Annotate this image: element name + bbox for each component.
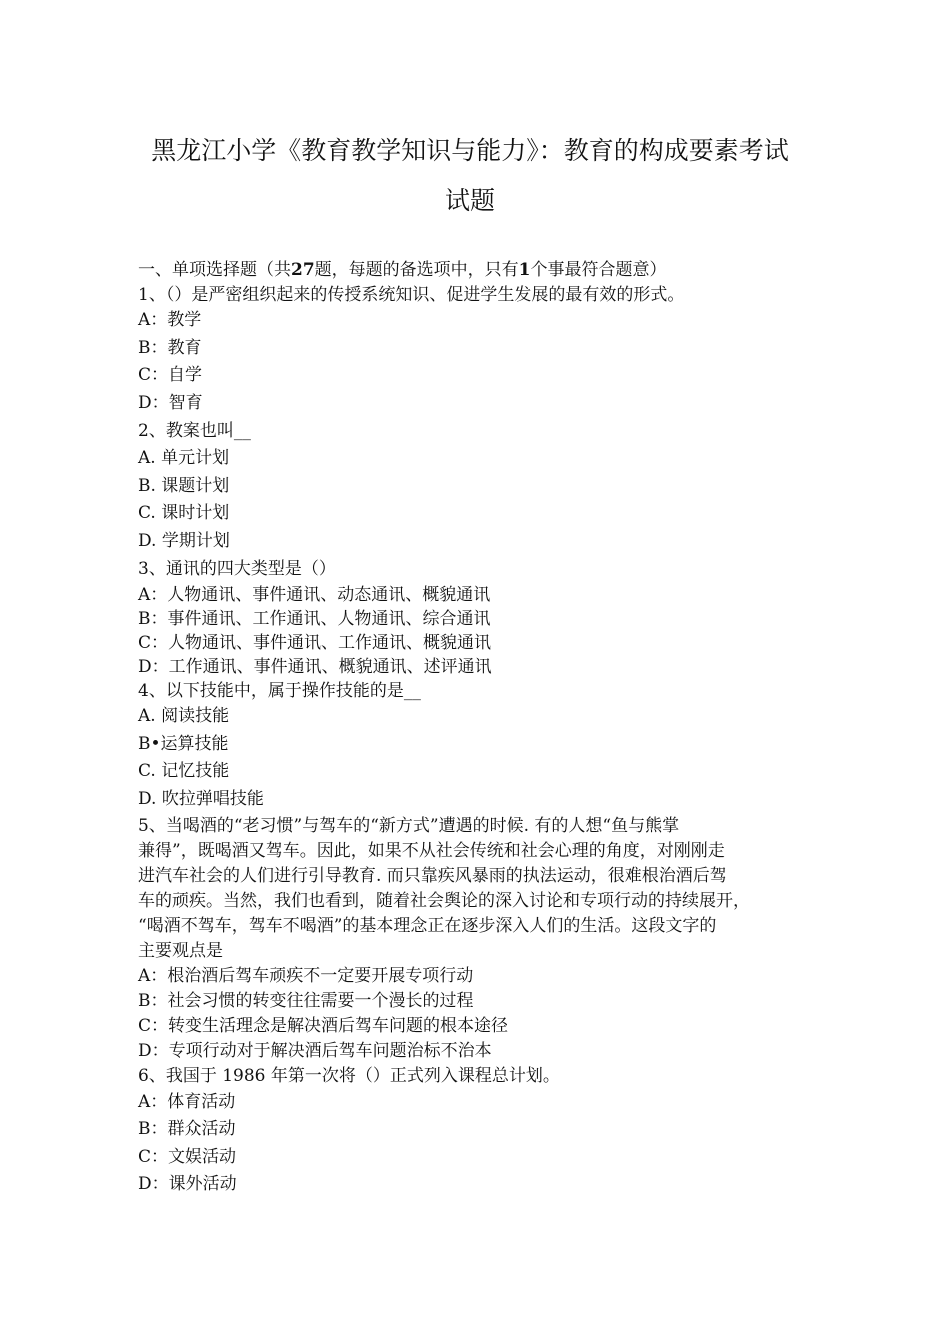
question-2-option-a: A. 单元计划	[138, 448, 230, 469]
document-title-line-2: 试题	[444, 186, 495, 215]
question-3-option-d: D：工作通讯、事件通讯、概貌通讯、述评通讯	[138, 657, 492, 678]
question-1-stem: 1、（）是严密组织起来的传授系统知识、促进学生发展的最有效的形式。	[138, 284, 685, 305]
question-2-option-b: B. 课题计划	[138, 475, 230, 496]
question-1-option-c: C：自学	[138, 365, 203, 386]
question-5-stem-line-6: 主要观点是	[138, 940, 223, 961]
question-5-stem-line-4: 车的顽疾。当然，我们也看到，随着社会舆论的深入讨论和专项行动的持续展开，	[138, 890, 750, 911]
question-5-stem-line-1: 5、当喝酒的“老习惯”与驾车的“新方式”遭遇的时候. 有的人想“鱼与熊掌	[138, 815, 680, 836]
question-2-option-d: D. 学期计划	[138, 530, 230, 551]
question-2-option-c: C. 课时计划	[138, 503, 230, 524]
question-4-option-a: A. 阅读技能	[138, 706, 230, 727]
question-4-option-d: D. 吹拉弹唱技能	[138, 788, 264, 809]
question-5-stem-line-2: 兼得”，既喝酒又驾车。因此，如果不从社会传统和社会心理的角度，对刚刚走	[138, 840, 725, 861]
question-5-stem-line-5: “喝酒不驾车，驾车不喝酒”的基本理念正在逐步深入人们的生活。这段文字的	[138, 915, 717, 936]
question-4-stem: 4、以下技能中，属于操作技能的是__	[138, 681, 421, 702]
question-1-option-b: B：教育	[138, 337, 202, 358]
question-5-option-b: B：社会习惯的转变往往需要一个漫长的过程	[138, 990, 474, 1011]
question-4-option-c: C. 记忆技能	[138, 761, 230, 782]
question-6-option-c: C：文娱活动	[138, 1146, 237, 1167]
question-1-option-d: D：智育	[138, 392, 203, 413]
document-body	[138, 258, 828, 1199]
section-heading-suffix: 个事最符合题意）	[530, 260, 667, 280]
correct-count: 1	[518, 260, 531, 280]
section-heading-middle: 题，每题的备选项中，只有	[314, 260, 519, 280]
question-5-option-c: C：转变生活理念是解决酒后驾车问题的根本途径	[138, 1015, 509, 1036]
question-5-stem-line-3: 进汽车社会的人们进行引导教育. 而只靠疾风暴雨的执法运动，很难根治酒后驾	[138, 865, 727, 886]
question-3-stem: 3、通讯的四大类型是（）	[138, 558, 336, 579]
section-heading	[138, 258, 828, 283]
question-3-option-a: A：人物通讯、事件通讯、动态通讯、概貌通讯	[138, 585, 491, 606]
section-heading-prefix: 一、单项选择题（共	[138, 260, 291, 280]
question-6-option-d: D：课外活动	[138, 1174, 237, 1195]
question-1-option-a: A：教学	[138, 310, 202, 331]
question-3-option-b: B：事件通讯、工作通讯、人物通讯、综合通讯	[138, 609, 491, 630]
question-count: 27	[291, 260, 315, 280]
question-4-option-b: B•运算技能	[138, 733, 229, 754]
question-5-option-d: D：专项行动对于解决酒后驾车问题治标不治本	[138, 1040, 492, 1061]
question-3-option-c: C：人物通讯、事件通讯、工作通讯、概貌通讯	[138, 633, 492, 654]
document-title-line-1: 黑龙江小学《教育教学知识与能力》：教育的构成要素考试	[151, 136, 789, 165]
question-6-option-b: B：群众活动	[138, 1119, 236, 1140]
question-6-stem: 6、我国于 1986 年第一次将（）正式列入课程总计划。	[138, 1065, 560, 1086]
question-2-stem: 2、教案也叫__	[138, 420, 251, 441]
question-5-option-a: A：根治酒后驾车顽疾不一定要开展专项行动	[138, 965, 474, 986]
question-6-option-a: A：体育活动	[138, 1091, 236, 1112]
